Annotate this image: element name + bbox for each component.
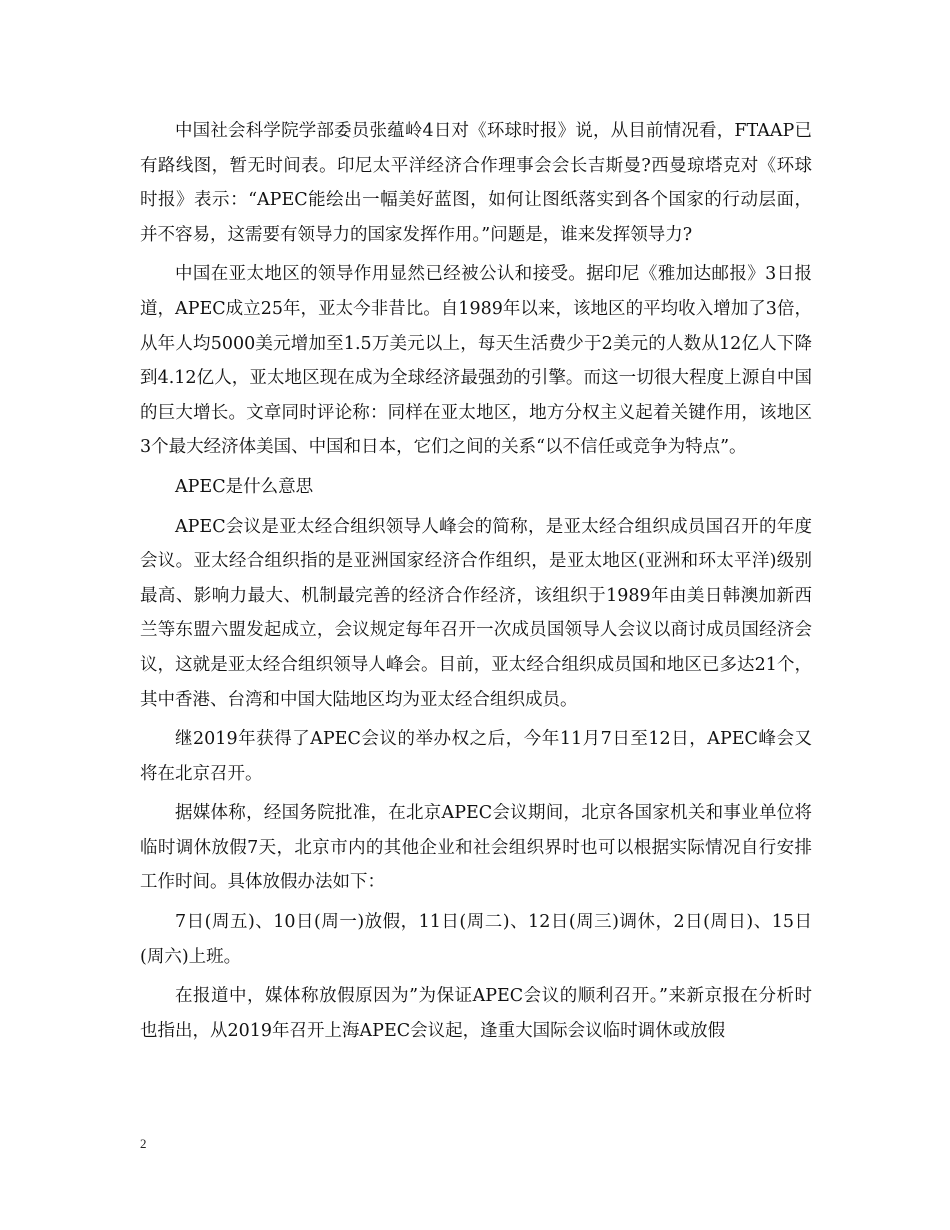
paragraph-7: 在报道中，媒体称放假原因为”为保证APEC会议的顺利召开。”来新京报在分析时也指出，从2019年召开上海APEC会议起，逢重大国际会议临时调休或放假	[140, 986, 812, 1041]
paragraph-1: 中国社会科学院学部委员张蕴岭4日对《环球时报》说，从目前情况看，FTAAP已有路线图，暂无时间表。印尼太平洋经济合作理事会会长吉斯曼?西曼琼塔克对《环球时报》表示：“APEC能绘出一幅美好蓝图，如何让图纸落实到各个国家的行动层面，并不容易，这需要有领导力的国家发挥作用。”问题是，谁来发挥领导力?	[140, 121, 812, 245]
page-number: 2	[140, 1136, 147, 1151]
paragraph-4: 继2019年获得了APEC会议的举办权之后，今年11月7日至12日，APEC峰会又将在北京召开。	[140, 729, 812, 784]
document-body	[140, 114, 812, 1053]
section-heading: APEC是什么意思	[175, 476, 314, 497]
paragraph-6: 7日(周五)、10日(周一)放假，11日(周二)、12日(周三)调休，2日(周日)、15日(周六)上班。	[140, 912, 812, 967]
paragraph-5: 据媒体称，经国务院批准，在北京APEC会议期间，北京各国家机关和事业单位将临时调休放假7天，北京市内的其他企业和社会组织界时也可以根据实际情况自行安排工作时间。具体放假办法如下：	[140, 803, 812, 893]
paragraph-3: APEC会议是亚太经合组织领导人峰会的简称，是亚太经合组织成员国召开的年度会议。亚太经合组织指的是亚洲国家经济合作组织，是亚太地区(亚洲和环太平洋)级别最高、影响力最大、机制最完善的经济合作经济，该组织于1989年由美日韩澳加新西兰等东盟六盟发起成立，会议规定每年召开一次成员国领导人会议以商讨成员国经济会议，这就是亚太经合组织领导人峰会。目前，亚太经合组织成员国和地区已多达21个，其中香港、台湾和中国大陆地区均为亚太经合组织成员。	[140, 516, 812, 710]
paragraph-2: 中国在亚太地区的领导作用显然已经被公认和接受。据印尼《雅加达邮报》3日报道，APEC成立25年，亚太今非昔比。自1989年以来，该地区的平均收入增加了3倍，从年人均5000美元增加至1.5万美元以上，每天生活费少于2美元的人数从12亿人下降到4.12亿人，亚太地区现在成为全球经济最强劲的引擎。而这一切很大程度上源自中国的巨大增长。文章同时评论称：同样在亚太地区，地方分权主义起着关键作用，该地区3个最大经济体美国、中国和日本，它们之间的关系“以不信任或竞争为特点”。	[140, 264, 812, 458]
